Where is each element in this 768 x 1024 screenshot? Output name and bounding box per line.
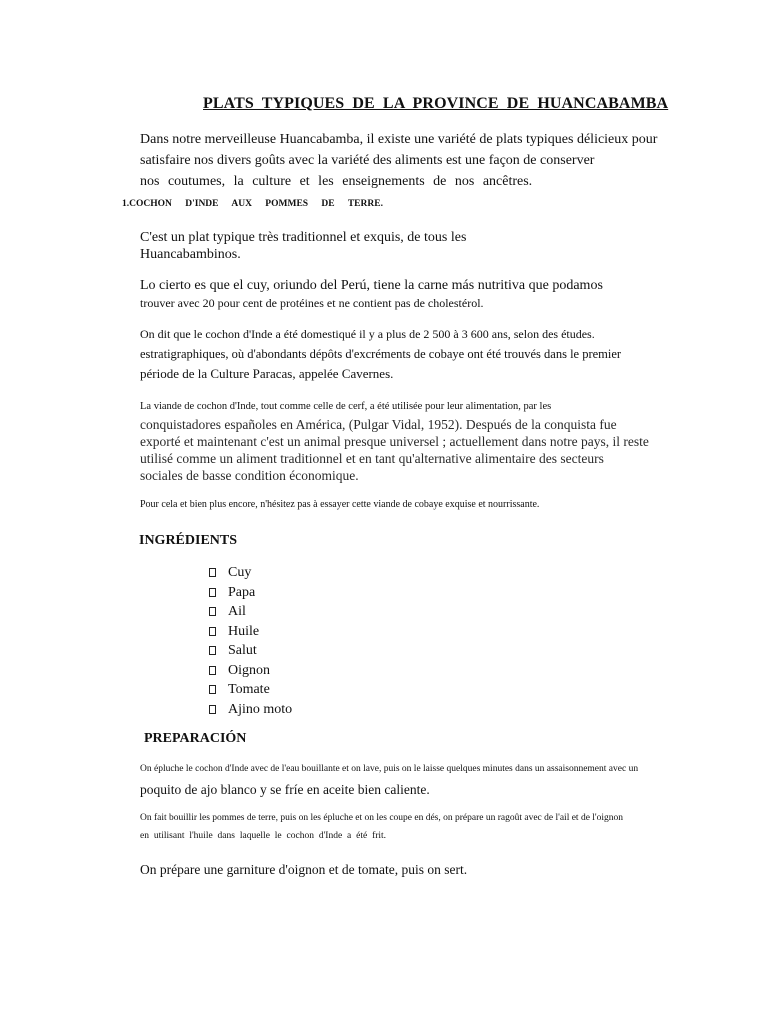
ingredient-label: Tomate xyxy=(228,682,270,697)
list-item xyxy=(209,563,292,583)
paragraph-line: conquistadores españoles en América, (Pulgar Vidal, 1952). Después de la conquista fue xyxy=(140,417,617,432)
prep-step1-line1: On épluche le cochon d'Inde avec de l'eau bouillante et on lave, puis on le laisse quelques minutes dans un assaisonnement avec un xyxy=(140,764,639,774)
bullet-box-icon xyxy=(209,646,216,655)
bullet-box-icon xyxy=(209,607,216,616)
prep-step2-line2: en utilisant l'huile dans laquelle le cochon d'Inde a été frit. xyxy=(140,831,387,841)
page-title: PLATS TYPIQUES DE LA PROVINCE DE HUANCABAMBA xyxy=(203,95,669,112)
list-item xyxy=(209,680,292,700)
paragraph-conclusion: Pour cela et bien plus encore, n'hésitez pas à essayer cette viande de cobaye exquise et nourrissante. xyxy=(140,499,540,510)
intro-line: satisfaire nos divers goûts avec la variété des aliments est une façon de conserver xyxy=(140,153,595,168)
prep-step1-line2: poquito de ajo blanco y se fríe en aceite bien caliente. xyxy=(140,782,430,797)
list-item xyxy=(209,661,292,681)
ingredients-list xyxy=(209,563,292,719)
bullet-box-icon xyxy=(209,588,216,597)
paragraph-viande xyxy=(140,416,649,484)
preparation-heading: PREPARACIÓN xyxy=(144,731,247,746)
prep-step2-line1: On fait bouillir les pommes de terre, puis on les épluche et on les coupe en dés, on prépare un ragoût avec de l'ail et de l'oignon xyxy=(140,813,624,823)
bullet-box-icon xyxy=(209,627,216,636)
paragraph-line: Huancabambinos. xyxy=(140,247,241,262)
ingredient-label: Huile xyxy=(228,623,260,639)
paragraph-domestique-line1: On dit que le cochon d'Inde a été domestiqué il y a plus de 2 500 à 3 600 ans, selon des études. xyxy=(140,327,595,341)
paragraph-line: utilisé comme un aliment traditionnel et en tant qu'alternative alimentaire des secteurs xyxy=(140,451,604,466)
paragraph-cuy-line1: Lo cierto es que el cuy, oriundo del Perú, tiene la carne más nutritiva que podamos xyxy=(140,278,603,293)
paragraph-domestique-line2: estratigraphiques, où d'abondants dépôts d'excréments de cobaye ont été trouvés dans le premier xyxy=(140,347,622,361)
paragraph-viande-line1: La viande de cochon d'Inde, tout comme celle de cerf, a été utilisée pour leur alimentation, par les xyxy=(140,401,552,412)
paragraph-line: C'est un plat typique très traditionnel et exquis, de tous les xyxy=(140,230,467,245)
bullet-box-icon xyxy=(209,568,216,577)
prep-step3: On prépare une garniture d'oignon et de tomate, puis on sert. xyxy=(140,862,468,877)
paragraph-line: sociales de basse condition économique. xyxy=(140,468,359,483)
paragraph-plat-typique xyxy=(140,229,466,263)
ingredient-label: Oignon xyxy=(228,662,270,678)
bullet-box-icon xyxy=(209,685,216,694)
ingredient-label: Papa xyxy=(228,584,256,600)
ingredients-heading: INGRÉDIENTS xyxy=(139,533,238,548)
ingredient-label: Salut xyxy=(228,643,257,658)
paragraph-domestique-line3: période de la Culture Paracas, appelée Cavernes. xyxy=(140,366,394,381)
intro-paragraph xyxy=(140,129,657,192)
intro-line: Dans notre merveilleuse Huancabamba, il existe une variété de plats typiques délicieux pour xyxy=(140,132,658,147)
section-heading-cochon: 1.COCHON D'INDE AUX POMMES DE TERRE. xyxy=(122,199,383,209)
list-item xyxy=(209,641,292,661)
bullet-box-icon xyxy=(209,705,216,714)
bullet-box-icon xyxy=(209,666,216,675)
list-item xyxy=(209,583,292,603)
list-item xyxy=(209,700,292,720)
ingredient-label: Ail xyxy=(228,604,246,619)
list-item xyxy=(209,602,292,622)
intro-line: nos coutumes, la culture et les enseignements de nos ancêtres. xyxy=(140,174,533,189)
paragraph-cuy-line2: trouver avec 20 pour cent de protéines et ne contient pas de cholestérol. xyxy=(140,296,484,310)
ingredient-label: Cuy xyxy=(228,565,252,580)
ingredient-label: Ajino moto xyxy=(228,701,293,717)
paragraph-line: exporté et maintenant c'est un animal presque universel ; actuellement dans notre pays, il reste xyxy=(140,434,649,449)
list-item xyxy=(209,622,292,642)
